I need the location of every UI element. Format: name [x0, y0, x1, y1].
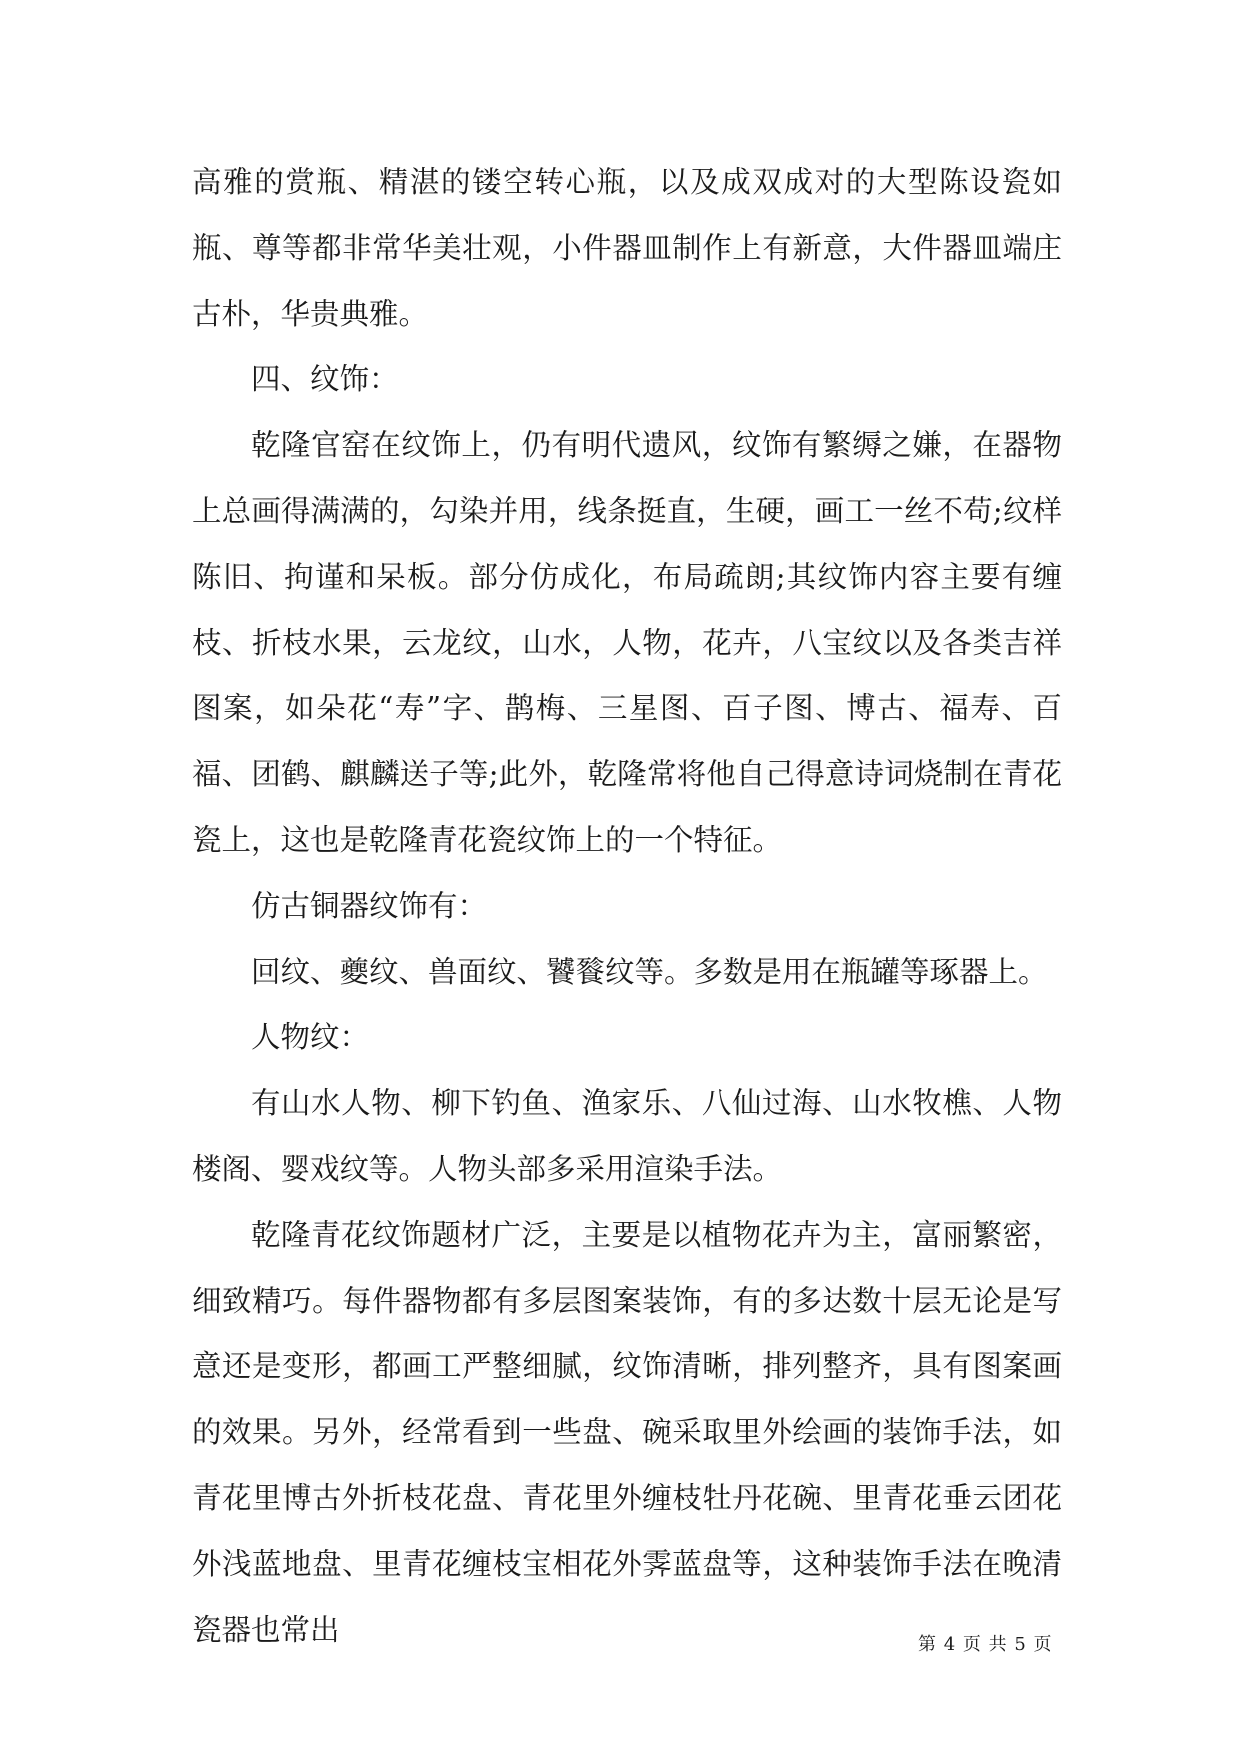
paragraph-official-kiln-ornament: 乾隆官窑在纹饰上，仍有明代遗风，纹饰有繁缛之嫌，在器物上总画得满满的，勾染并用，线条挺直，生硬，画工一丝不苟;纹样陈旧、拘谨和呆板。部分仿成化，布局疏朗;其纹饰内容主要有缠枝、折枝水果，云龙纹，山水，人物，花卉，八宝纹以及各类吉祥图案，如朵花“寿”字、鹊梅、三星图、百子图、博古、福寿、百福、团鹤、麒麟送子等;此外，乾隆常将他自己得意诗词烧制在青花瓷上，这也是乾隆青花瓷纹饰上的一个特征。	[192, 428, 1062, 857]
paragraph-bronze-patterns: 回纹、夔纹、兽面纹、饕餮纹等。多数是用在瓶罐等琢器上。	[251, 954, 1048, 989]
paragraph-continuation: 高雅的赏瓶、精湛的镂空转心瓶，以及成双成对的大型陈设瓷如瓶、尊等都非常华美壮观，小件器皿制作上有新意，大件器皿端庄古朴，华贵典雅。	[192, 165, 1062, 331]
paragraph-figure-patterns: 有山水人物、柳下钓鱼、渔家乐、八仙过海、山水牧樵、人物楼阁、婴戏纹等。人物头部多采用渲染手法。	[192, 1086, 1062, 1186]
page-number: 第 4 页 共 5 页	[918, 1634, 1053, 1655]
section-heading-ornament: 四、纹饰：	[251, 362, 399, 397]
subheading-bronze-patterns: 仿古铜器纹饰有：	[251, 888, 488, 923]
subheading-figure-patterns: 人物纹：	[251, 1020, 370, 1055]
body-text	[192, 150, 1062, 1663]
paragraph-blue-white-themes: 乾隆青花纹饰题材广泛，主要是以植物花卉为主，富丽繁密，细致精巧。每件器物都有多层图案装饰，有的多达数十层无论是写意还是变形，都画工严整细腻，纹饰清晰，排列整齐，具有图案画的效果。另外，经常看到一些盘、碗采取里外绘画的装饰手法，如青花里博古外折枝花盘、青花里外缠枝牡丹花碗、里青花垂云团花外浅蓝地盘、里青花缠枝宝相花外霁蓝盘等，这种装饰手法在晚清瓷器也常出	[192, 1217, 1062, 1647]
